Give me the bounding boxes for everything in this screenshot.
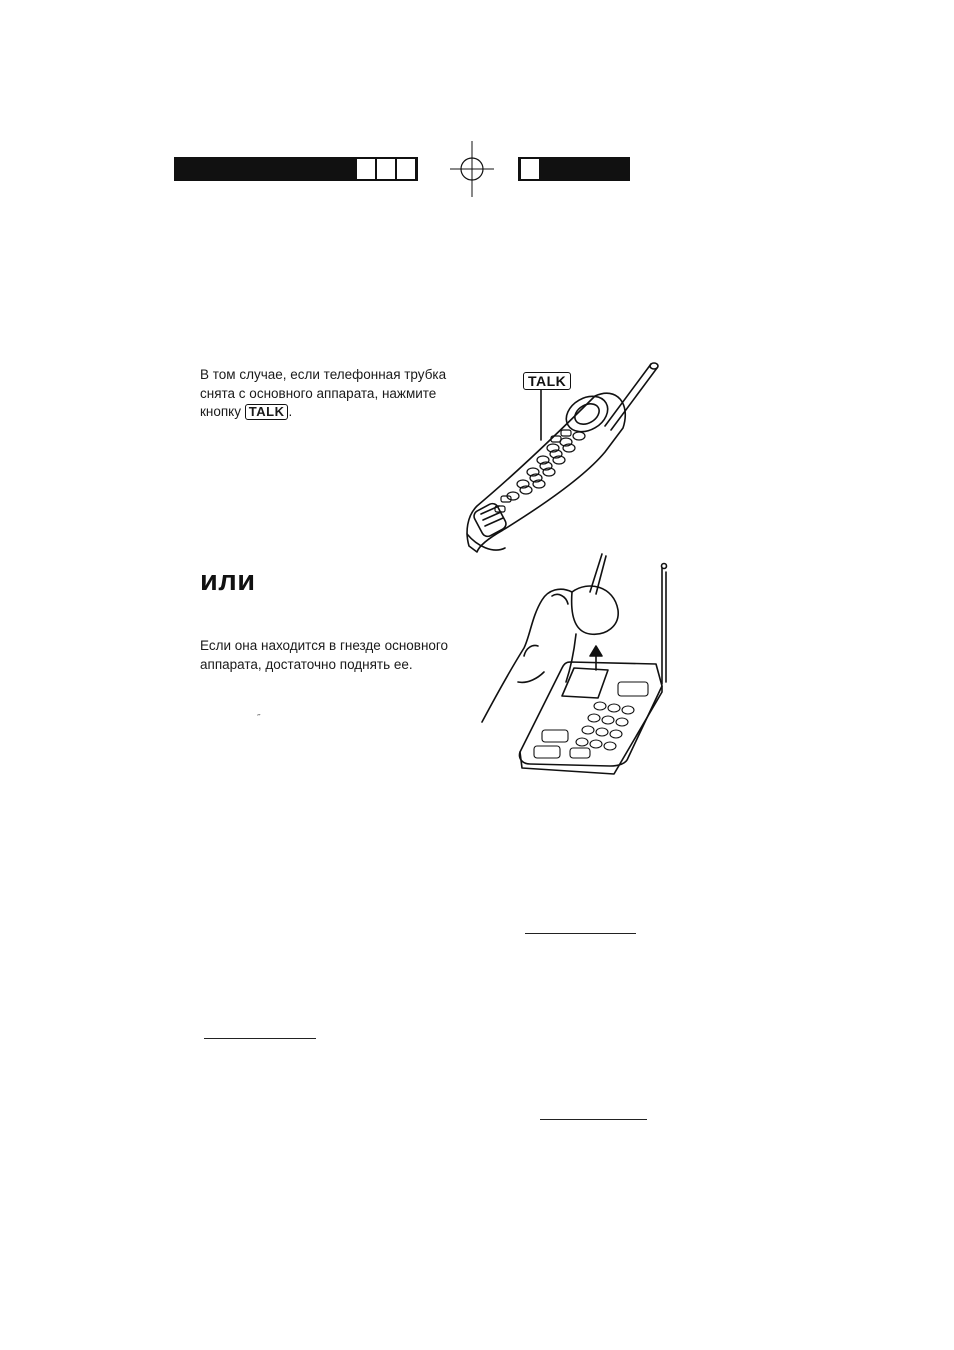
registration-box [396,158,416,180]
registration-box [356,158,376,180]
instruction-text: В том случае, если телефонная трубка снята с основного аппарата, нажмите кнопку [200,367,447,419]
instruction-handset-on-base: Если она находится в гнезде основного аппарата, достаточно поднять ее. [200,638,449,672]
registration-box [376,158,396,180]
sentence-end: . [288,404,293,419]
horizontal-rule [540,1119,647,1120]
registration-box [520,158,540,180]
print-speck: ˝ [257,713,260,723]
horizontal-rule [525,933,636,934]
registration-crosshair-icon [450,141,494,197]
talk-button-callout: TALK [523,372,571,390]
print-registration-bar [174,157,630,181]
instruction-handset-off-base [200,366,470,422]
horizontal-rule [204,1038,316,1039]
or-heading: или [200,565,256,597]
base-unit-pickup-icon [478,552,678,782]
talk-key-label: TALK [245,404,289,420]
